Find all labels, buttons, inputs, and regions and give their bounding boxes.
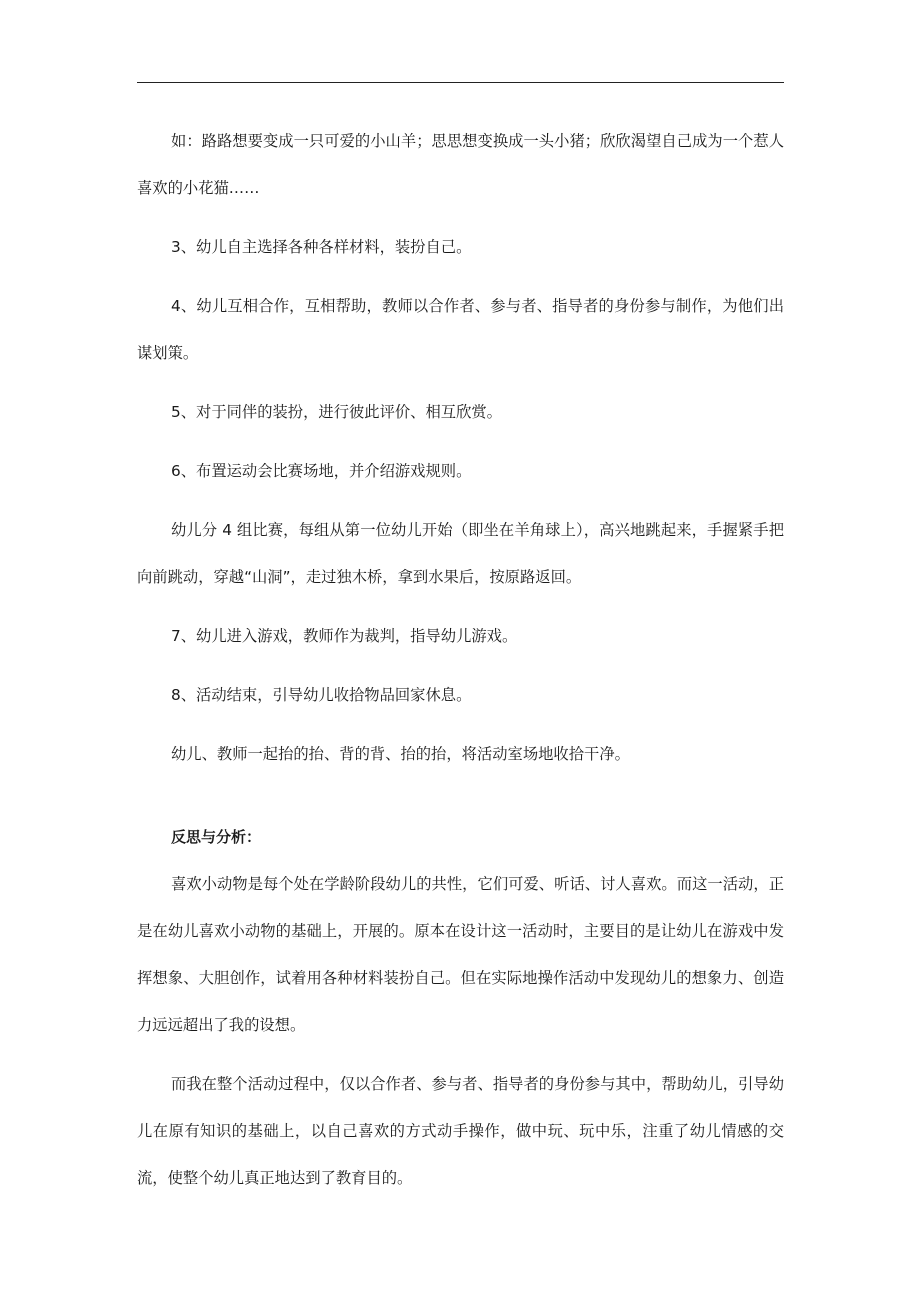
document-body	[137, 118, 784, 1214]
reflection-heading: 反思与分析：	[171, 828, 262, 846]
paragraph-game-rules: 幼儿分 4 组比赛，每组从第一位幼儿开始（即坐在羊角球上），高兴地跳起来，手握紧手把向前跳动，穿越“山洞”，走过独木桥，拿到水果后，按原路返回。	[137, 521, 784, 586]
header-rule	[137, 82, 784, 83]
paragraph-step-5: 5、对于同伴的装扮，进行彼此评价、相互欣赏。	[171, 403, 502, 421]
paragraph-cleanup: 幼儿、教师一起抬的抬、背的背、抬的抬，将活动室场地收拾干净。	[171, 745, 630, 763]
paragraph-step-8: 8、活动结束，引导幼儿收拾物品回家休息。	[171, 686, 472, 704]
paragraph-step-6: 6、布置运动会比赛场地，并介绍游戏规则。	[171, 462, 472, 480]
reflection-paragraph-2: 而我在整个活动过程中，仅以合作者、参与者、指导者的身份参与其中，帮助幼儿，引导幼儿在原有知识的基础上，以自己喜欢的方式动手操作，做中玩、玩中乐，注重了幼儿情感的交流，使整个幼儿真正地达到了教育目的。	[137, 1075, 784, 1187]
reflection-paragraph-1: 喜欢小动物是每个处在学龄阶段幼儿的共性，它们可爱、听话、讨人喜欢。而这一活动，正是在幼儿喜欢小动物的基础上，开展的。原本在设计这一活动时，主要目的是让幼儿在游戏中发挥想象、大胆创作，试着用各种材料装扮自己。但在实际地操作活动中发现幼儿的想象力、创造力远远超出了我的设想。	[137, 875, 784, 1034]
paragraph-step-7: 7、幼儿进入游戏，教师作为裁判，指导幼儿游戏。	[171, 627, 518, 645]
paragraph-step-4: 4、幼儿互相合作，互相帮助，教师以合作者、参与者、指导者的身份参与制作，为他们出谋划策。	[137, 297, 784, 362]
paragraph-example-roles: 如：路路想要变成一只可爱的小山羊；思思想变换成一头小猪；欣欣渴望自己成为一个惹人喜欢的小花猫……	[137, 132, 784, 197]
paragraph-step-3: 3、幼儿自主选择各种各样材料，装扮自己。	[171, 238, 472, 256]
